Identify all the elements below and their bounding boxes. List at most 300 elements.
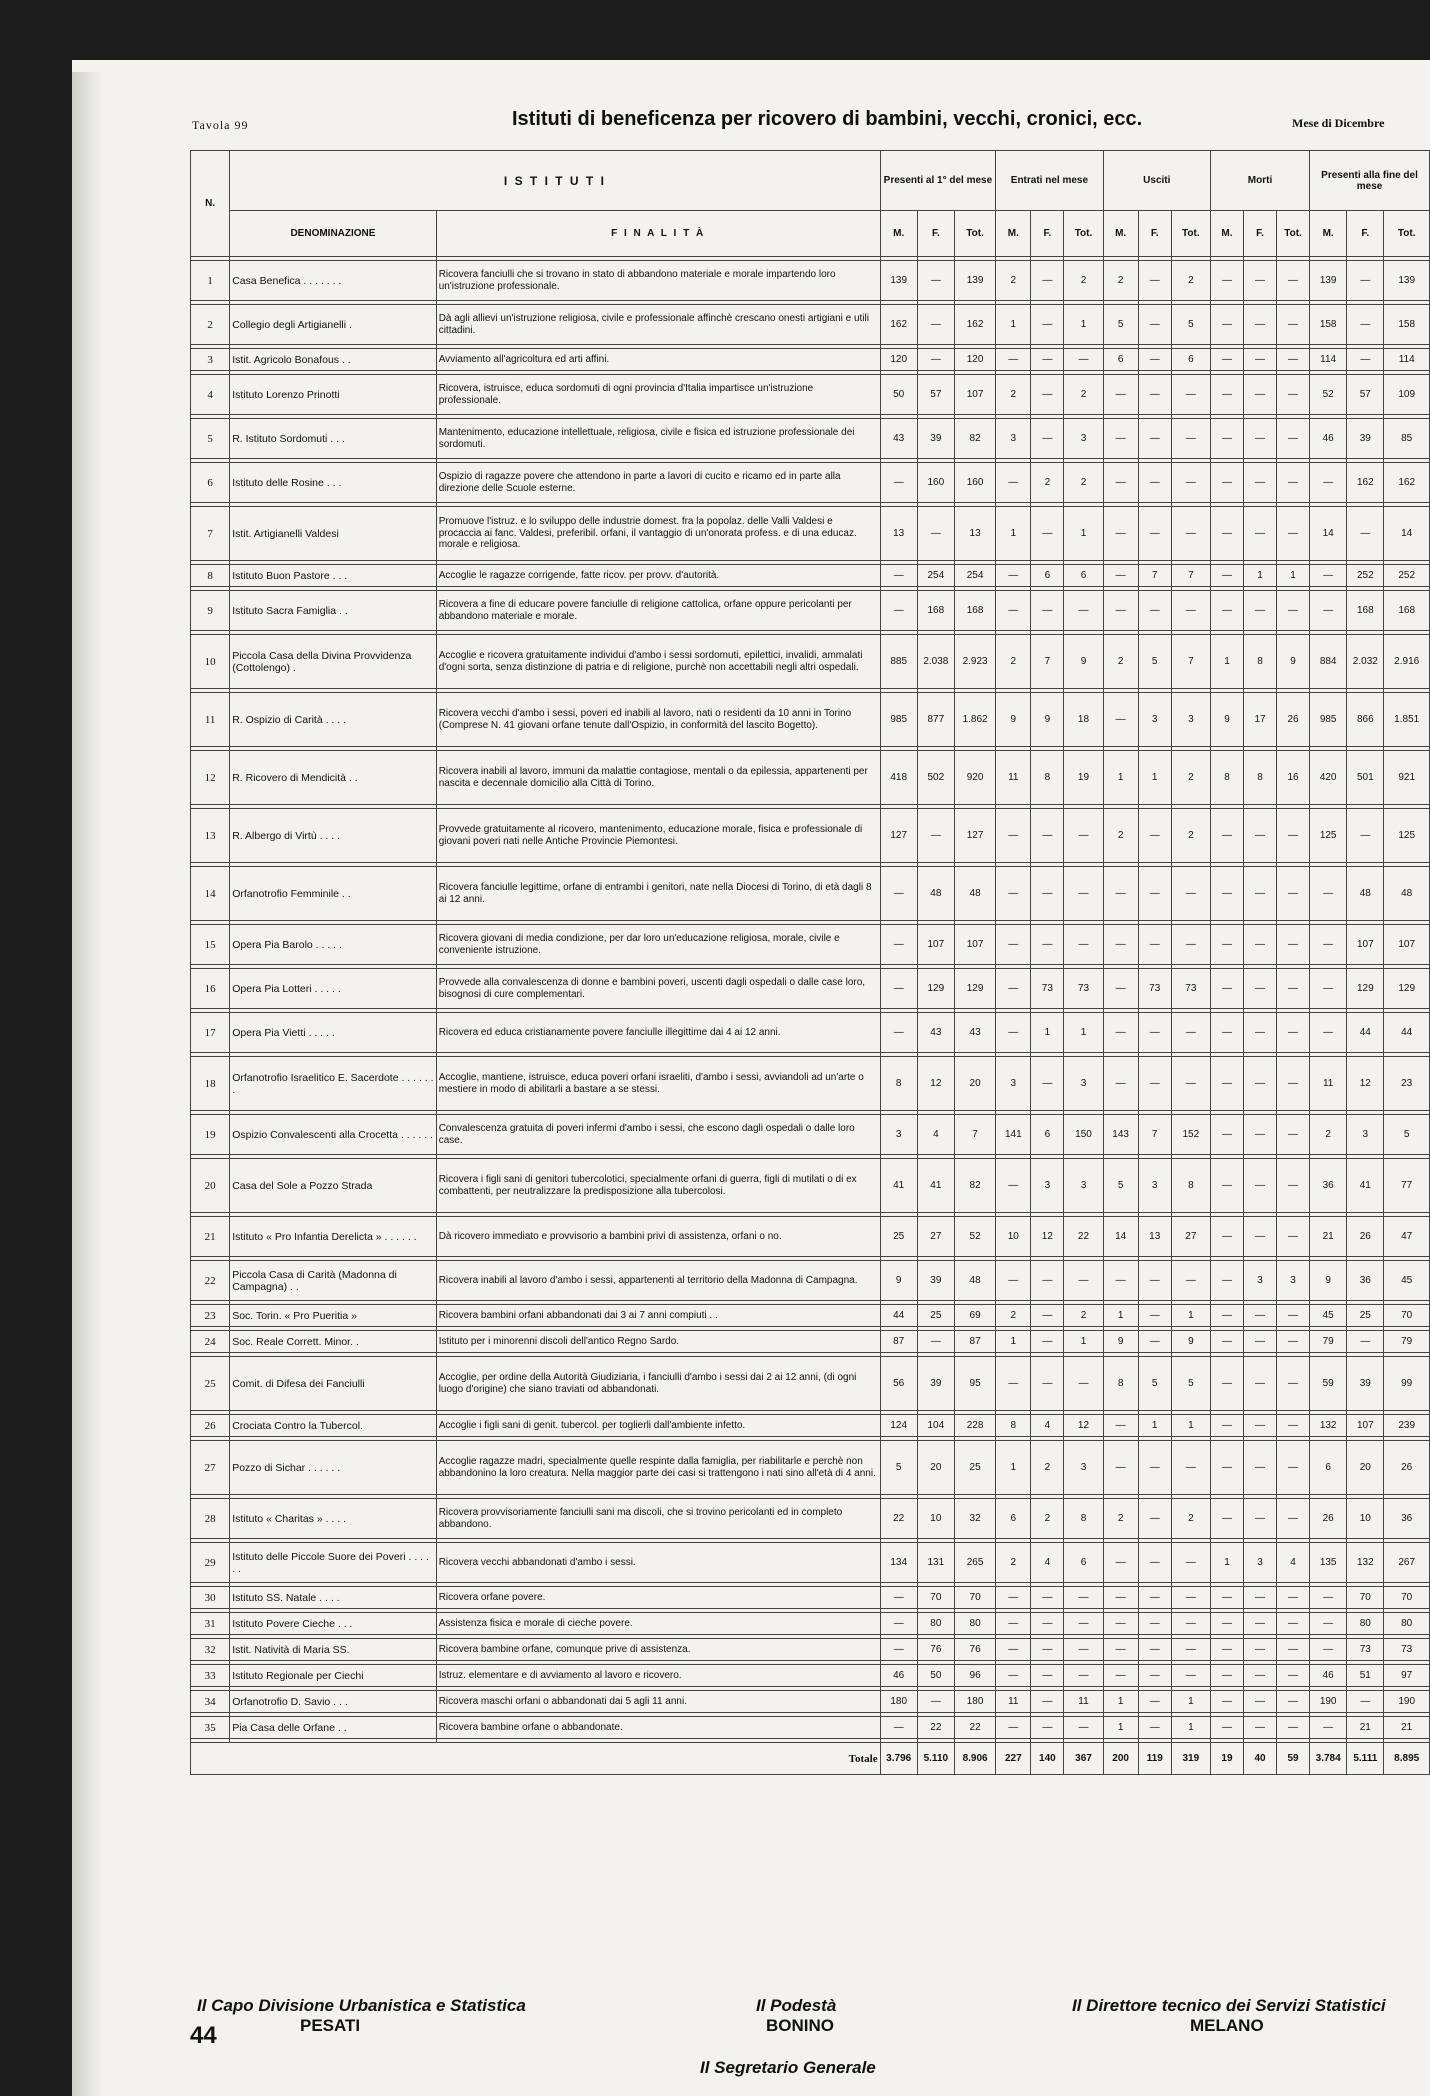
count-cell: 160: [954, 463, 995, 503]
count-cell: 9: [1277, 635, 1310, 689]
count-cell: —: [1210, 565, 1243, 587]
table-number: Tavola 99: [192, 118, 249, 132]
count-cell: 39: [917, 419, 954, 459]
count-cell: 160: [917, 463, 954, 503]
count-cell: 22: [954, 1717, 995, 1739]
count-cell: —: [1103, 1261, 1138, 1301]
row-number: 23: [191, 1305, 230, 1327]
count-cell: —: [1031, 1691, 1064, 1713]
signature-left-title: Il Capo Divisione Urbanistica e Statistica: [197, 1996, 526, 2015]
count-cell: 79: [1310, 1331, 1347, 1353]
count-cell: —: [1244, 1305, 1277, 1327]
institute-purpose: Ricovera inabili al lavoro d'ambo i sessi, appartenenti al territorio della Madonna di Campagna.: [436, 1261, 880, 1301]
count-cell: —: [996, 1587, 1031, 1609]
count-cell: —: [1171, 1261, 1210, 1301]
count-cell: —: [1103, 1587, 1138, 1609]
count-cell: —: [917, 1691, 954, 1713]
count-cell: —: [1103, 1057, 1138, 1111]
count-cell: —: [1031, 507, 1064, 561]
count-cell: 3: [1347, 1115, 1384, 1155]
institute-purpose: Ricovera ed educa cristianamente povere fanciulle illegittime dai 4 ai 12 anni.: [436, 1013, 880, 1053]
count-cell: 70: [1384, 1305, 1430, 1327]
count-cell: 2: [1064, 261, 1103, 301]
count-cell: 168: [917, 591, 954, 631]
institute-purpose: Accoglie ragazze madri, specialmente quelle respinte dalla famiglia, per riabilitarle e perchè non abbandonino la loro creatura. Nella maggior parte dei casi si trattengono i nati sino all'età di 4 anni.: [436, 1441, 880, 1495]
institute-purpose: Convalescenza gratuita di poveri infermi d'ambo i sessi, che escono dagli ospedali o dalle loro case.: [436, 1115, 880, 1155]
count-cell: 139: [1384, 261, 1430, 301]
count-cell: 1: [1210, 1543, 1243, 1583]
institute-purpose: Istituto per i minorenni discoli dell'antico Regno Sardo.: [436, 1331, 880, 1353]
count-cell: 46: [1310, 419, 1347, 459]
count-cell: 25: [880, 1217, 917, 1257]
count-cell: —: [1347, 1331, 1384, 1353]
count-cell: 36: [1384, 1499, 1430, 1539]
count-cell: —: [1210, 1013, 1243, 1053]
count-cell: 139: [880, 261, 917, 301]
count-cell: 70: [917, 1587, 954, 1609]
count-cell: —: [1277, 1613, 1310, 1635]
count-cell: 135: [1310, 1543, 1347, 1583]
count-cell: 57: [1347, 375, 1384, 415]
count-cell: 11: [1310, 1057, 1347, 1111]
count-cell: 2: [996, 635, 1031, 689]
count-cell: 44: [880, 1305, 917, 1327]
institute-name: Orfanotrofio D. Savio . . .: [230, 1691, 436, 1713]
institute-name: Soc. Torin. « Pro Pueritia »: [230, 1305, 436, 1327]
count-cell: —: [1171, 1639, 1210, 1661]
count-cell: 26: [1310, 1499, 1347, 1539]
institute-name: Soc. Reale Corrett. Minor. .: [230, 1331, 436, 1353]
count-cell: —: [1210, 1587, 1243, 1609]
count-cell: 8: [1031, 751, 1064, 805]
count-cell: —: [880, 1717, 917, 1739]
totals-row: [191, 1743, 1430, 1775]
count-cell: 3: [1244, 1543, 1277, 1583]
count-cell: —: [1244, 463, 1277, 503]
count-cell: 32: [954, 1499, 995, 1539]
row-number: 13: [191, 809, 230, 863]
institute-name: Pia Casa delle Orfane . .: [230, 1717, 436, 1739]
count-cell: 7: [1138, 1115, 1171, 1155]
count-cell: —: [1138, 1441, 1171, 1495]
count-cell: 114: [1384, 349, 1430, 371]
count-cell: —: [996, 925, 1031, 965]
count-cell: —: [1171, 1013, 1210, 1053]
count-cell: —: [1277, 867, 1310, 921]
table-row: [191, 1543, 1430, 1583]
count-cell: —: [1347, 507, 1384, 561]
count-cell: 8: [1244, 751, 1277, 805]
count-cell: —: [1310, 1717, 1347, 1739]
count-cell: —: [917, 809, 954, 863]
count-cell: 129: [954, 969, 995, 1009]
count-cell: —: [1277, 507, 1310, 561]
count-cell: 162: [954, 305, 995, 345]
count-cell: —: [996, 1357, 1031, 1411]
count-cell: 8: [1064, 1499, 1103, 1539]
count-cell: 77: [1384, 1159, 1430, 1213]
count-cell: —: [996, 1665, 1031, 1687]
count-cell: 2: [1103, 261, 1138, 301]
count-cell: —: [1064, 809, 1103, 863]
institute-name: Istituto SS. Natale . . . .: [230, 1587, 436, 1609]
row-number: 17: [191, 1013, 230, 1053]
row-number: 6: [191, 463, 230, 503]
count-cell: —: [1244, 925, 1277, 965]
count-cell: —: [1210, 375, 1243, 415]
count-cell: —: [1210, 1159, 1243, 1213]
count-cell: —: [1310, 969, 1347, 1009]
count-cell: —: [1031, 1613, 1064, 1635]
count-cell: —: [1103, 507, 1138, 561]
count-cell: 21: [1384, 1717, 1430, 1739]
count-cell: 10: [1347, 1499, 1384, 1539]
count-cell: 1: [1171, 1717, 1210, 1739]
count-cell: —: [880, 591, 917, 631]
count-cell: —: [1244, 1499, 1277, 1539]
count-cell: 22: [917, 1717, 954, 1739]
count-cell: 2: [1031, 1499, 1064, 1539]
table-body: [191, 257, 1430, 1775]
count-cell: 44: [1347, 1013, 1384, 1053]
institute-purpose: Ricovera giovani di media condizione, per dar loro un'educazione religiosa, morale, civile e conveniente istruzione.: [436, 925, 880, 965]
row-number: 2: [191, 305, 230, 345]
count-cell: 79: [1384, 1331, 1430, 1353]
count-cell: 107: [1347, 1415, 1384, 1437]
table-row: [191, 1217, 1430, 1257]
signature-center-title2: Il Segretario Generale: [700, 2058, 876, 2077]
count-cell: 2.032: [1347, 635, 1384, 689]
institute-purpose: Dà agli allievi un'istruzione religiosa, civile e professionale affinchè crescano onesti artigiani e utili cittadini.: [436, 305, 880, 345]
institute-name: Istituto Povere Cieche . . .: [230, 1613, 436, 1635]
count-cell: —: [1244, 1217, 1277, 1257]
count-cell: —: [1171, 1441, 1210, 1495]
count-cell: 8: [880, 1057, 917, 1111]
count-cell: —: [996, 809, 1031, 863]
count-cell: —: [1277, 591, 1310, 631]
count-cell: 5: [1103, 1159, 1138, 1213]
row-number: 15: [191, 925, 230, 965]
count-cell: 920: [954, 751, 995, 805]
count-cell: 420: [1310, 751, 1347, 805]
total-cell: 3.796: [880, 1743, 917, 1775]
institute-purpose: Ospizio di ragazze povere che attendono in parte a lavori di cucito e ricamo ed in parte alla direzione delle Scuole esterne.: [436, 463, 880, 503]
count-cell: —: [1103, 565, 1138, 587]
count-cell: —: [1310, 565, 1347, 587]
count-cell: —: [1103, 591, 1138, 631]
count-cell: —: [1244, 1331, 1277, 1353]
count-cell: —: [1310, 1587, 1347, 1609]
count-cell: —: [1031, 1665, 1064, 1687]
count-cell: 150: [1064, 1115, 1103, 1155]
count-cell: 43: [917, 1013, 954, 1053]
count-cell: 2: [1064, 375, 1103, 415]
institute-name: Pozzo di Sichar . . . . . .: [230, 1441, 436, 1495]
count-cell: 73: [1347, 1639, 1384, 1661]
table-row: [191, 1587, 1430, 1609]
row-number: 32: [191, 1639, 230, 1661]
page-number: 44: [190, 2022, 217, 2049]
count-cell: —: [1171, 1587, 1210, 1609]
count-cell: 11: [1064, 1691, 1103, 1713]
institute-name: R. Ricovero di Mendicità . .: [230, 751, 436, 805]
count-cell: —: [1244, 349, 1277, 371]
institute-purpose: Accoglie le ragazze corrigende, fatte ricov. per provv. d'autorità.: [436, 565, 880, 587]
count-cell: —: [1171, 507, 1210, 561]
count-cell: —: [1103, 1665, 1138, 1687]
col-sub-f: F.: [1244, 211, 1277, 257]
count-cell: —: [1064, 925, 1103, 965]
count-cell: 3: [1064, 1441, 1103, 1495]
count-cell: 7: [954, 1115, 995, 1155]
count-cell: 26: [1277, 693, 1310, 747]
count-cell: 3: [1244, 1261, 1277, 1301]
institute-purpose: Ricovera vecchi d'ambo i sessi, poveri ed inabili al lavoro, nati o residenti da 10 anni in Torino (Comprese N. 41 giovani orfane tenute dall'Ospizio, in conformità del lascito Bogetto).: [436, 693, 880, 747]
count-cell: 12: [1347, 1057, 1384, 1111]
total-cell: 140: [1031, 1743, 1064, 1775]
row-number: 26: [191, 1415, 230, 1437]
count-cell: —: [1277, 1441, 1310, 1495]
count-cell: —: [1210, 1613, 1243, 1635]
count-cell: —: [1244, 969, 1277, 1009]
count-cell: —: [880, 867, 917, 921]
row-number: 22: [191, 1261, 230, 1301]
table-row: [191, 1331, 1430, 1353]
count-cell: —: [1138, 1639, 1171, 1661]
institute-purpose: Ricovera fanciulle legittime, orfane di entrambi i genitori, nate nella Diocesi di Torino, di età dagli 8 ai 12 anni.: [436, 867, 880, 921]
table-row: [191, 419, 1430, 459]
count-cell: 107: [917, 925, 954, 965]
table-row: [191, 751, 1430, 805]
count-cell: —: [1031, 261, 1064, 301]
count-cell: —: [1031, 1305, 1064, 1327]
count-cell: —: [1103, 969, 1138, 1009]
count-cell: 139: [954, 261, 995, 301]
count-cell: 131: [917, 1543, 954, 1583]
count-cell: —: [1277, 1691, 1310, 1713]
count-cell: 46: [1310, 1665, 1347, 1687]
count-cell: 97: [1384, 1665, 1430, 1687]
count-cell: 12: [1031, 1217, 1064, 1257]
count-cell: 41: [917, 1159, 954, 1213]
count-cell: 3: [1064, 1159, 1103, 1213]
count-cell: 1: [1171, 1305, 1210, 1327]
institute-name: Piccola Casa della Divina Provvidenza (Cottolengo) .: [230, 635, 436, 689]
count-cell: 134: [880, 1543, 917, 1583]
count-cell: 1: [1103, 1717, 1138, 1739]
count-cell: —: [1277, 1217, 1310, 1257]
count-cell: 10: [996, 1217, 1031, 1257]
row-number: 5: [191, 419, 230, 459]
institute-name: Opera Pia Lotteri . . . . .: [230, 969, 436, 1009]
count-cell: —: [1138, 305, 1171, 345]
count-cell: —: [1210, 1441, 1243, 1495]
table-row: [191, 261, 1430, 301]
count-cell: —: [1244, 809, 1277, 863]
count-cell: 6: [1031, 1115, 1064, 1155]
count-cell: 120: [880, 349, 917, 371]
institute-purpose: Provvede alla convalescenza di donne e bambini poveri, uscenti dagli ospedali o dalle case loro, bisognosi di cure complementari.: [436, 969, 880, 1009]
count-cell: —: [996, 1639, 1031, 1661]
count-cell: —: [1171, 375, 1210, 415]
row-number: 1: [191, 261, 230, 301]
count-cell: —: [1103, 1441, 1138, 1495]
count-cell: 127: [954, 809, 995, 863]
total-cell: 59: [1277, 1743, 1310, 1775]
count-cell: 6: [1064, 565, 1103, 587]
table-row: [191, 1115, 1430, 1155]
count-cell: —: [1138, 1331, 1171, 1353]
table-row: [191, 1665, 1430, 1687]
count-cell: —: [1244, 1613, 1277, 1635]
count-cell: —: [1244, 1159, 1277, 1213]
col-presenti-fine: Presenti alla fine del mese: [1310, 151, 1430, 211]
institute-name: Istit. Natività di Maria SS.: [230, 1639, 436, 1661]
count-cell: —: [1277, 1305, 1310, 1327]
count-cell: 41: [880, 1159, 917, 1213]
count-cell: —: [1138, 1613, 1171, 1635]
count-cell: 1: [1103, 1305, 1138, 1327]
institute-purpose: Ricovera bambine orfane, comunque prive di assistenza.: [436, 1639, 880, 1661]
count-cell: —: [1171, 1613, 1210, 1635]
col-sub-m: M.: [1103, 211, 1138, 257]
signature-right-title: Il Direttore tecnico dei Servizi Statistici: [1072, 1996, 1386, 2015]
institute-purpose: Ricovera inabili al lavoro, immuni da malattie contagiose, mentali o da epilessia, appartenenti per nascita e decennale domicilio alla Città di Torino.: [436, 751, 880, 805]
row-number: 19: [191, 1115, 230, 1155]
count-cell: —: [1244, 591, 1277, 631]
count-cell: —: [996, 591, 1031, 631]
table-row: [191, 565, 1430, 587]
institute-name: Opera Pia Barolo . . . . .: [230, 925, 436, 965]
count-cell: —: [1138, 1543, 1171, 1583]
count-cell: 70: [954, 1587, 995, 1609]
col-sub-tot: Tot.: [954, 211, 995, 257]
count-cell: 5: [1138, 635, 1171, 689]
count-cell: —: [1277, 809, 1310, 863]
count-cell: 21: [1347, 1717, 1384, 1739]
row-number: 34: [191, 1691, 230, 1713]
count-cell: 1: [1138, 1415, 1171, 1437]
count-cell: 228: [954, 1415, 995, 1437]
count-cell: 2: [996, 261, 1031, 301]
count-cell: —: [1347, 809, 1384, 863]
institute-name: Orfanotrofio Israelitico E. Sacerdote . . . . . . .: [230, 1057, 436, 1111]
count-cell: —: [917, 261, 954, 301]
count-cell: —: [1031, 1261, 1064, 1301]
document-page: [72, 60, 1430, 2096]
col-morti: Morti: [1210, 151, 1309, 211]
count-cell: 25: [917, 1305, 954, 1327]
institute-name: Ospizio Convalescenti alla Crocetta . . . . . .: [230, 1115, 436, 1155]
col-istituti: I S T I T U T I: [230, 151, 880, 211]
count-cell: 985: [880, 693, 917, 747]
count-cell: —: [1347, 1691, 1384, 1713]
table-row: [191, 635, 1430, 689]
count-cell: —: [880, 565, 917, 587]
totals-label: Totale: [191, 1743, 881, 1775]
table-row: [191, 925, 1430, 965]
table-row: [191, 693, 1430, 747]
count-cell: 1: [1171, 1691, 1210, 1713]
count-cell: 10: [917, 1499, 954, 1539]
count-cell: —: [1171, 591, 1210, 631]
total-cell: 8.895: [1384, 1743, 1430, 1775]
count-cell: —: [880, 1013, 917, 1053]
count-cell: —: [1064, 1639, 1103, 1661]
count-cell: 1: [996, 1331, 1031, 1353]
count-cell: —: [1277, 1415, 1310, 1437]
count-cell: 1: [996, 305, 1031, 345]
count-cell: —: [1277, 1013, 1310, 1053]
count-cell: 152: [1171, 1115, 1210, 1155]
count-cell: —: [917, 507, 954, 561]
table-row: [191, 507, 1430, 561]
institute-purpose: Accoglie e ricovera gratuitamente individui d'ambo i sessi sordomuti, epilettici, invalidi, ammalati d'ogni sorta, senza distinzione di patria e di religione, purchè non accettabili negli altri ospedali.: [436, 635, 880, 689]
count-cell: 921: [1384, 751, 1430, 805]
count-cell: —: [1171, 925, 1210, 965]
count-cell: —: [1103, 693, 1138, 747]
count-cell: —: [1171, 867, 1210, 921]
count-cell: 129: [1384, 969, 1430, 1009]
count-cell: 124: [880, 1415, 917, 1437]
institute-name: Istit. Artigianelli Valdesi: [230, 507, 436, 561]
total-cell: 19: [1210, 1743, 1243, 1775]
count-cell: 48: [1384, 867, 1430, 921]
count-cell: 2: [1064, 463, 1103, 503]
count-cell: 1: [996, 507, 1031, 561]
count-cell: 6: [1031, 565, 1064, 587]
institute-name: Piccola Casa di Carità (Madonna di Campagna) . .: [230, 1261, 436, 1301]
table-row: [191, 1159, 1430, 1213]
count-cell: 99: [1384, 1357, 1430, 1411]
signature-center-title: Il Podestà: [756, 1996, 837, 2015]
row-number: 25: [191, 1357, 230, 1411]
count-cell: —: [1310, 867, 1347, 921]
table-row: [191, 1057, 1430, 1111]
count-cell: —: [1064, 1665, 1103, 1687]
count-cell: 109: [1384, 375, 1430, 415]
count-cell: 82: [954, 419, 995, 459]
count-cell: 80: [1347, 1613, 1384, 1635]
count-cell: 1: [996, 1441, 1031, 1495]
count-cell: —: [1210, 1415, 1243, 1437]
count-cell: 885: [880, 635, 917, 689]
signature-left-name: PESATI: [300, 2016, 361, 2035]
count-cell: 56: [880, 1357, 917, 1411]
count-cell: 3: [880, 1115, 917, 1155]
count-cell: —: [1244, 1587, 1277, 1609]
count-cell: —: [1031, 1639, 1064, 1661]
count-cell: 8: [1210, 751, 1243, 805]
count-cell: —: [1031, 349, 1064, 371]
count-cell: 1: [1171, 1415, 1210, 1437]
institute-purpose: Promuove l'istruz. e lo sviluppo delle industrie domest. fra la popolaz. delle Valli Valdesi e procaccia ai fanc. Valdesi, preferibil. orfani, il vantaggio di un'onorata profess. e di una educaz. morale e religiosa.: [436, 507, 880, 561]
count-cell: 73: [1138, 969, 1171, 1009]
count-cell: —: [1277, 1587, 1310, 1609]
count-cell: —: [1138, 809, 1171, 863]
count-cell: 39: [1347, 1357, 1384, 1411]
count-cell: —: [1210, 1057, 1243, 1111]
page-title: Istituti di beneficenza per ricovero di bambini, vecchi, cronici, ecc.: [512, 108, 1143, 130]
count-cell: 39: [1347, 419, 1384, 459]
count-cell: 48: [917, 867, 954, 921]
count-cell: —: [1064, 349, 1103, 371]
count-cell: 21: [1310, 1217, 1347, 1257]
count-cell: 48: [954, 867, 995, 921]
institute-purpose: Ricovera maschi orfani o abbandonati dai 5 agli 11 anni.: [436, 1691, 880, 1713]
total-cell: 5.110: [917, 1743, 954, 1775]
count-cell: —: [917, 1331, 954, 1353]
